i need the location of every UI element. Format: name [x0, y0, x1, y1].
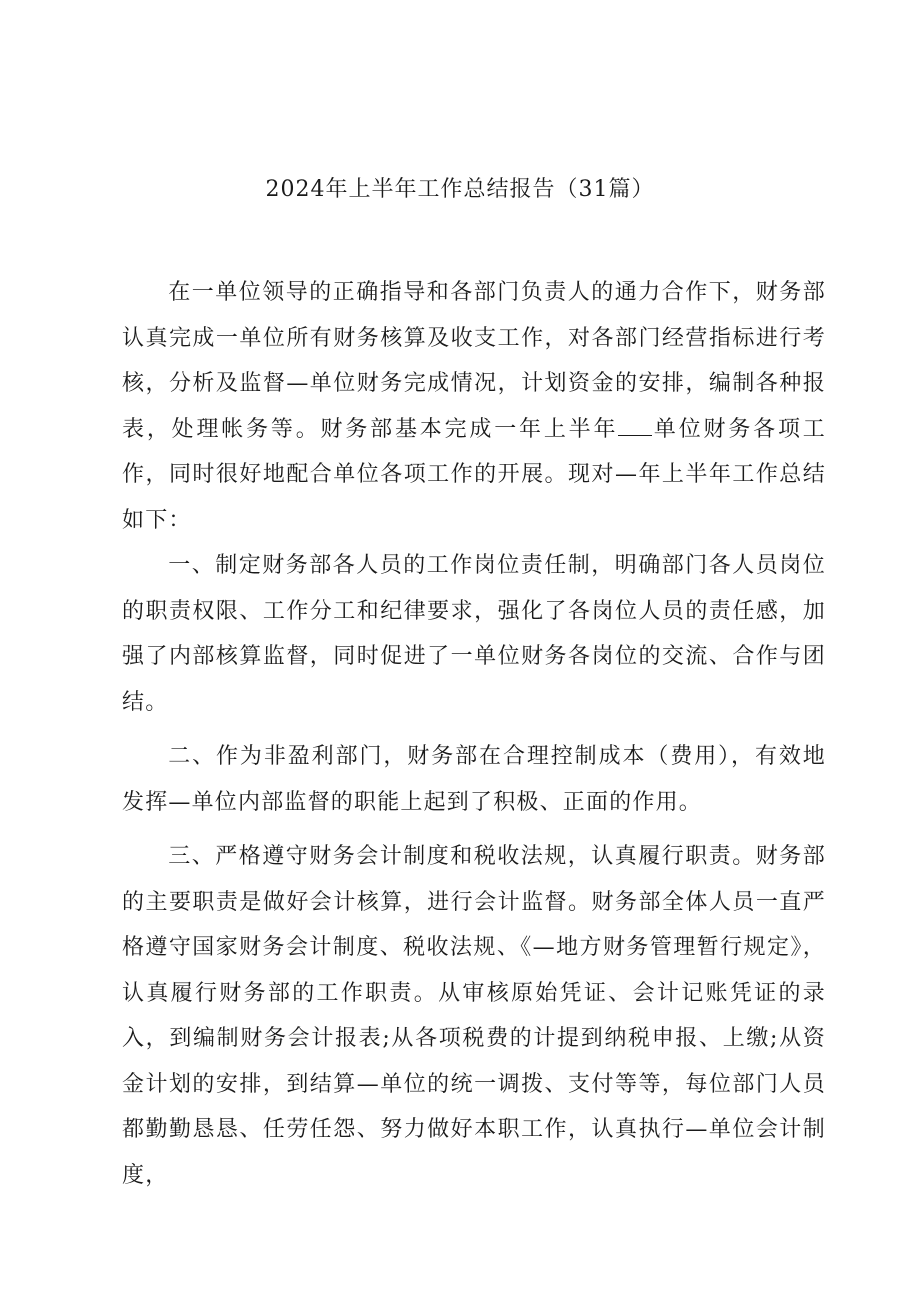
paragraph-section-three: 三、严格遵守财务会计制度和税收法规，认真履行职责。财务部的主要职责是做好会计核算，进行会计监督。财务部全体人员一直严格遵守国家财务会计制度、税收法规、《—地方财务管理暂行规定》，认真履行财务部的工作职责。从审核原始凭证、会计记账凭证的录入，到编制财务会计报表;从各项税费的计提到纳税申报、上缴;从资金计划的安排，到结算—单位的统一调拨、支付等等，每位部门人员都勤勤恳恳、任劳任怨、努力做好本职工作，认真执行—单位会计制度，: [122, 844, 826, 1188]
paragraph-intro: [122, 270, 826, 543]
paragraph-section-two: 二、作为非盈利部门，财务部在合理控制成本（费用），有效地发挥—单位内部监督的职能上起到了积极、正面的作用。: [122, 744, 826, 815]
intro-text-before-blank: 在一单位领导的正确指导和各部门负责人的通力合作下，财务部认真完成一单位所有财务核算及收支工作，对各部门经营指标进行考核，分析及监督—单位财务完成情况，计划资金的安排，编制各种报表，处理帐务等。财务部基本完成一年上半年: [122, 280, 826, 442]
fill-in-blank: [618, 419, 652, 436]
document-title: 2024年上半年工作总结报告（31篇）: [265, 177, 655, 202]
document-body: [122, 270, 826, 1198]
paragraph-section-one: 一、制定财务部各人员的工作岗位责任制，明确部门各人员岗位的职责权限、工作分工和纪律要求，强化了各岗位人员的责任感，加强了内部核算监督，同时促进了一单位财务各岗位的交流、合作与团结。: [122, 553, 826, 715]
intro-text-after-blank: 单位财务各项工作，同时很好地配合单位各项工作的开展。现对—年上半年工作总结如下：: [122, 416, 826, 533]
